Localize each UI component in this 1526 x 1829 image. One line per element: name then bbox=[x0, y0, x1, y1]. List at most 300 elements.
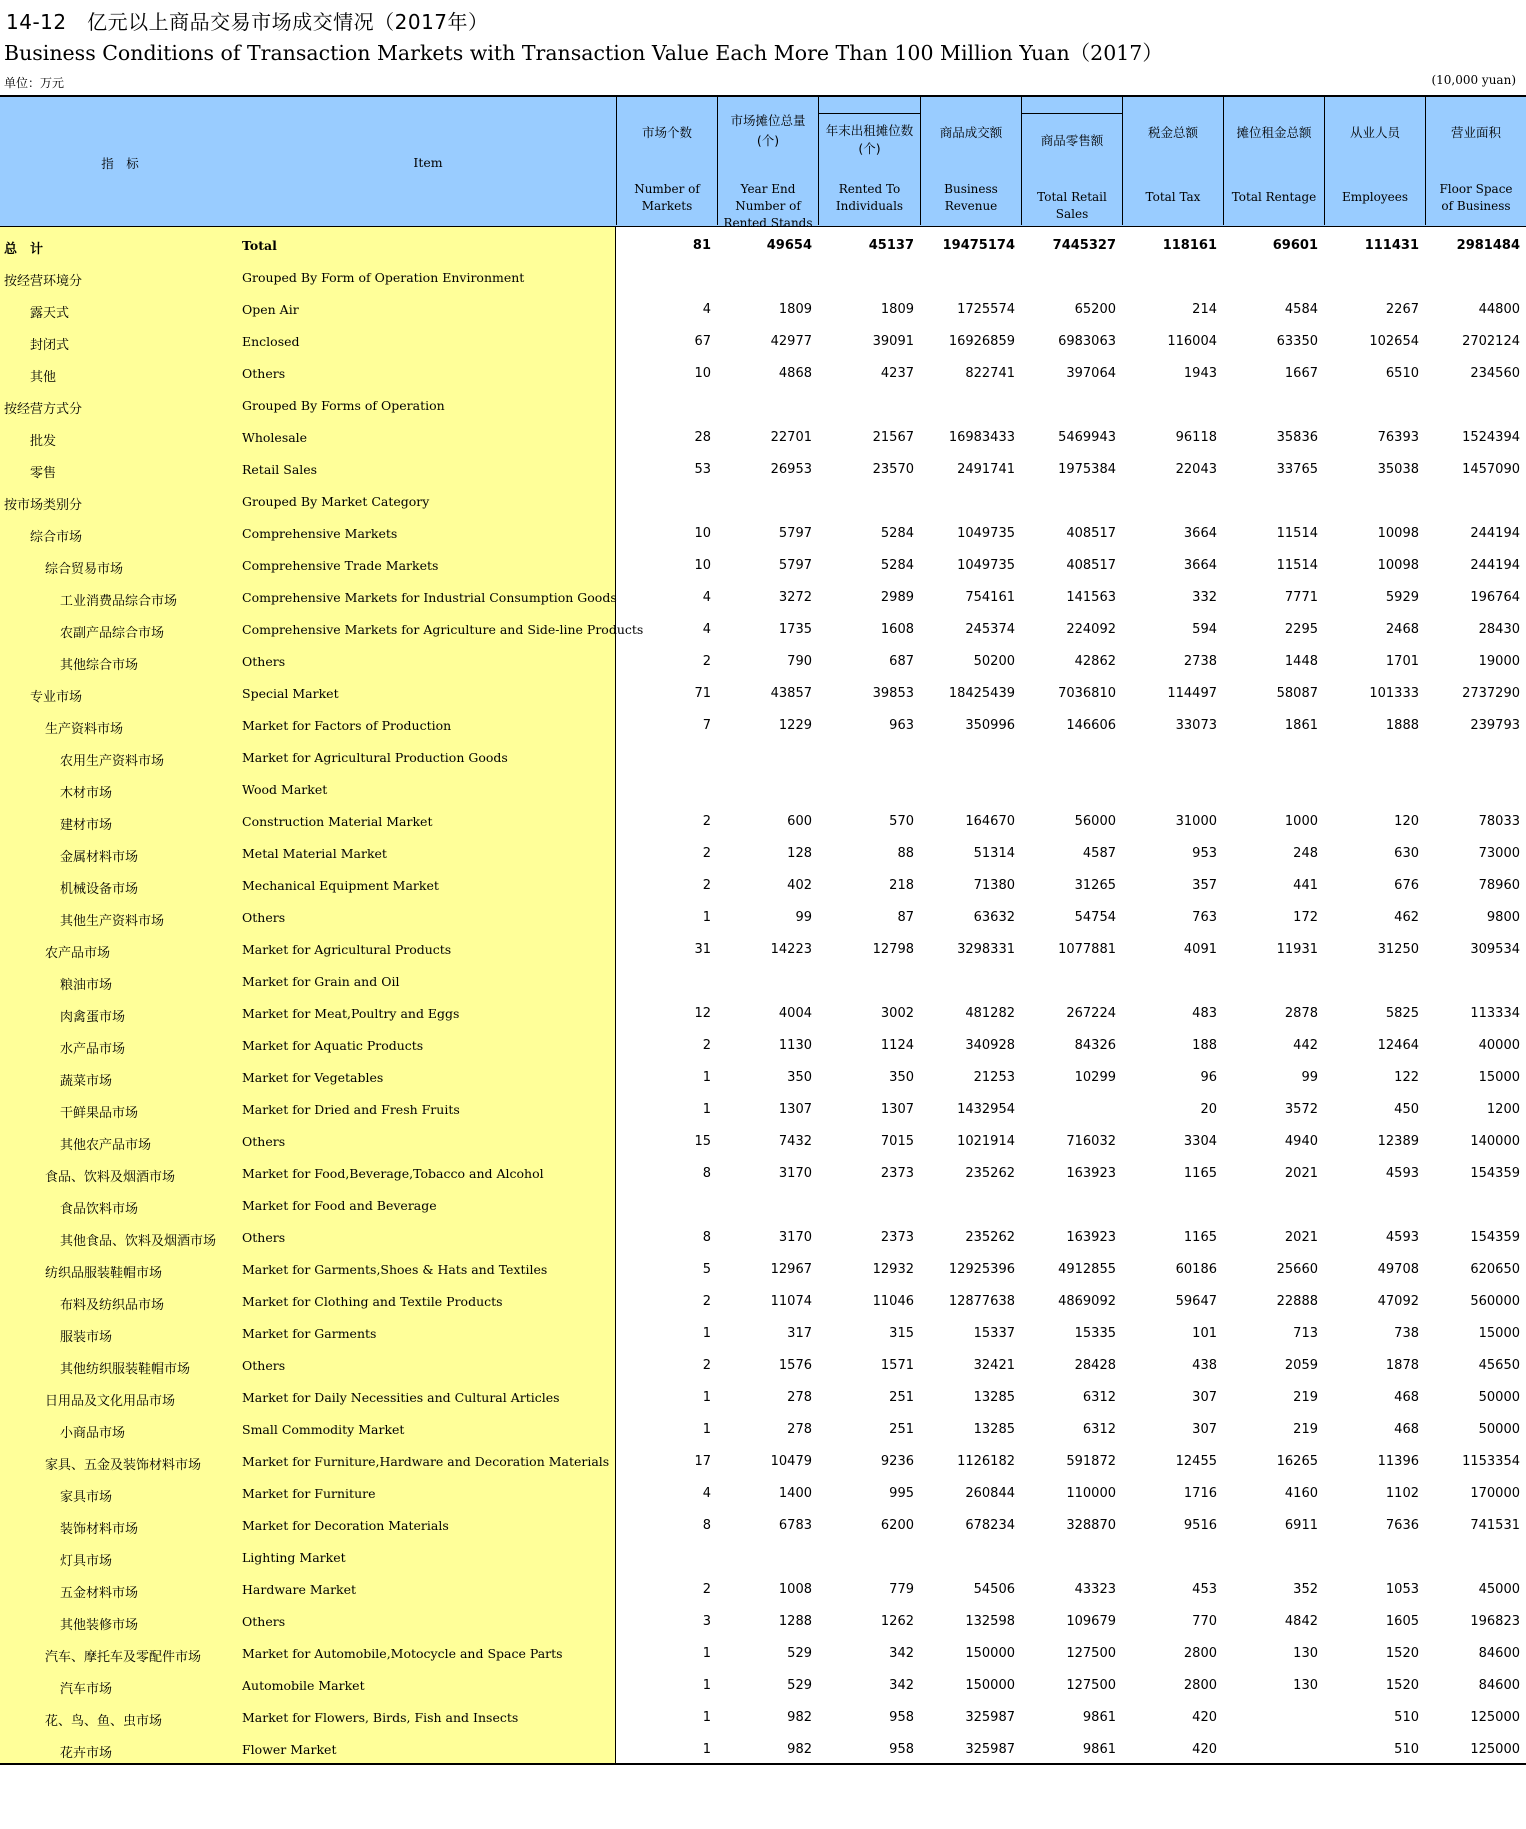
table-row bbox=[0, 1382, 1526, 1414]
row-label-cn: 其他农产品市场 bbox=[60, 1138, 152, 1153]
row-value: 4940 bbox=[1284, 1134, 1318, 1149]
header-tax-en: Total Tax bbox=[1145, 190, 1201, 204]
row-value: 125000 bbox=[1470, 1742, 1520, 1757]
row-label-en: Lighting Market bbox=[242, 1550, 346, 1565]
row-value: 2267 bbox=[1385, 302, 1419, 317]
row-value: 1608 bbox=[880, 622, 914, 637]
row-value: 19475174 bbox=[942, 238, 1015, 253]
row-value: 39853 bbox=[872, 686, 914, 701]
row-label-cn: 生产资料市场 bbox=[45, 722, 124, 737]
row-value: 350 bbox=[787, 1070, 812, 1085]
row-label-cn: 汽车市场 bbox=[60, 1682, 113, 1697]
row-value: 235262 bbox=[965, 1166, 1015, 1181]
row-value: 33765 bbox=[1276, 462, 1318, 477]
header-floor bbox=[1425, 97, 1526, 225]
row-value: 1165 bbox=[1183, 1230, 1217, 1245]
table-row bbox=[0, 358, 1526, 390]
row-value: 350 bbox=[889, 1070, 914, 1085]
row-value: 50000 bbox=[1478, 1422, 1520, 1437]
row-value: 770 bbox=[1192, 1614, 1217, 1629]
row-value: 8 bbox=[702, 1166, 711, 1181]
row-value: 2373 bbox=[880, 1230, 914, 1245]
table-row bbox=[0, 774, 1526, 806]
row-value: 21567 bbox=[872, 430, 914, 445]
row-value: 12 bbox=[694, 1006, 711, 1021]
row-value: 1049735 bbox=[957, 526, 1015, 541]
table-row bbox=[0, 1158, 1526, 1190]
row-label-en: Grouped By Forms of Operation bbox=[242, 398, 445, 413]
row-value: 12925396 bbox=[948, 1262, 1015, 1277]
row-value: 4587 bbox=[1082, 846, 1116, 861]
header-stands bbox=[717, 97, 818, 230]
row-value: 4593 bbox=[1385, 1166, 1419, 1181]
row-value: 76393 bbox=[1377, 430, 1419, 445]
row-value: 738 bbox=[1394, 1326, 1419, 1341]
row-label-en: Market for Food,Beverage,Tobacco and Alcohol bbox=[242, 1166, 544, 1181]
header-rule bbox=[1022, 113, 1122, 114]
row-value: 110000 bbox=[1066, 1486, 1116, 1501]
row-label-cn: 按市场类别分 bbox=[4, 498, 83, 513]
row-value: 10 bbox=[694, 526, 711, 541]
row-value: 1153354 bbox=[1462, 1454, 1520, 1469]
table-row bbox=[0, 1638, 1526, 1670]
row-value: 11514 bbox=[1276, 558, 1318, 573]
row-value: 6983063 bbox=[1058, 334, 1116, 349]
row-value: 402 bbox=[787, 878, 812, 893]
row-value: 9236 bbox=[880, 1454, 914, 1469]
row-value: 8 bbox=[702, 1230, 711, 1245]
row-value: 1102 bbox=[1385, 1486, 1419, 1501]
table-row bbox=[0, 230, 1526, 262]
row-value: 1 bbox=[702, 1646, 711, 1661]
row-value: 442 bbox=[1293, 1038, 1318, 1053]
table-row bbox=[0, 614, 1526, 646]
row-value: 4237 bbox=[880, 366, 914, 381]
row-value: 350996 bbox=[965, 718, 1015, 733]
table-row bbox=[0, 1446, 1526, 1478]
row-label-en: Market for Decoration Materials bbox=[242, 1518, 449, 1533]
table-row bbox=[0, 1286, 1526, 1318]
row-label-cn: 其他生产资料市场 bbox=[60, 914, 165, 929]
table-row bbox=[0, 934, 1526, 966]
row-value: 130 bbox=[1293, 1678, 1318, 1693]
row-label-cn: 肉禽蛋市场 bbox=[60, 1010, 126, 1025]
row-label-cn: 日用品及文化用品市场 bbox=[45, 1394, 176, 1409]
row-value: 63632 bbox=[973, 910, 1015, 925]
table-row bbox=[0, 1478, 1526, 1510]
row-value: 25660 bbox=[1276, 1262, 1318, 1277]
row-value: 328870 bbox=[1066, 1518, 1116, 1533]
row-value: 47092 bbox=[1377, 1294, 1419, 1309]
row-value: 1124 bbox=[880, 1038, 914, 1053]
row-value: 235262 bbox=[965, 1230, 1015, 1245]
row-label-en: Small Commodity Market bbox=[242, 1422, 405, 1437]
row-label-en: Wholesale bbox=[242, 430, 308, 445]
row-value: 397064 bbox=[1066, 366, 1116, 381]
row-value: 3170 bbox=[778, 1166, 812, 1181]
row-label-en: Market for Automobile,Motocycle and Space Parts bbox=[242, 1646, 563, 1661]
header-retail-cn: 商品零售额 bbox=[1040, 133, 1104, 148]
row-label-cn: 纺织品服装鞋帽市场 bbox=[45, 1266, 163, 1281]
row-label-cn: 综合市场 bbox=[30, 530, 83, 545]
row-value: 9861 bbox=[1082, 1710, 1116, 1725]
row-value: 127500 bbox=[1066, 1678, 1116, 1693]
row-value: 12967 bbox=[770, 1262, 812, 1277]
row-value: 2 bbox=[702, 1038, 711, 1053]
row-value: 26953 bbox=[770, 462, 812, 477]
row-value: 12455 bbox=[1175, 1454, 1217, 1469]
row-value: 1432954 bbox=[957, 1102, 1015, 1117]
row-value: 42977 bbox=[770, 334, 812, 349]
row-value: 779 bbox=[889, 1582, 914, 1597]
row-value: 307 bbox=[1192, 1390, 1217, 1405]
row-value: 111431 bbox=[1364, 238, 1419, 253]
unit-label-cn: 单位：万元 bbox=[4, 76, 65, 90]
row-label-en: Market for Meat,Poultry and Eggs bbox=[242, 1006, 460, 1021]
row-value: 325987 bbox=[965, 1710, 1015, 1725]
row-value: 15000 bbox=[1478, 1326, 1520, 1341]
row-value: 529 bbox=[787, 1678, 812, 1693]
row-label-en: Metal Material Market bbox=[242, 846, 387, 861]
row-value: 15000 bbox=[1478, 1070, 1520, 1085]
row-value: 172 bbox=[1293, 910, 1318, 925]
row-value: 591872 bbox=[1066, 1454, 1116, 1469]
row-label-cn: 花、鸟、鱼、虫市场 bbox=[45, 1714, 163, 1729]
row-value: 982 bbox=[787, 1742, 812, 1757]
row-label-en: Market for Dried and Fresh Fruits bbox=[242, 1102, 460, 1117]
row-value: 116004 bbox=[1167, 334, 1217, 349]
table-row bbox=[0, 1606, 1526, 1638]
row-value: 1200 bbox=[1486, 1102, 1520, 1117]
row-value: 35836 bbox=[1276, 430, 1318, 445]
header-rented-cn: 年末出租摊位数 bbox=[825, 123, 914, 138]
row-label-cn: 综合贸易市场 bbox=[45, 562, 124, 577]
row-value: 2 bbox=[702, 814, 711, 829]
row-label-en: Market for Daily Necessities and Cultural Articles bbox=[242, 1390, 560, 1405]
row-value: 7036810 bbox=[1058, 686, 1116, 701]
row-value: 9861 bbox=[1082, 1742, 1116, 1757]
row-value: 267224 bbox=[1066, 1006, 1116, 1021]
row-value: 1 bbox=[702, 1742, 711, 1757]
row-value: 1165 bbox=[1183, 1166, 1217, 1181]
row-value: 441 bbox=[1293, 878, 1318, 893]
row-value: 1 bbox=[702, 1390, 711, 1405]
row-value: 12877638 bbox=[948, 1294, 1015, 1309]
row-value: 73000 bbox=[1478, 846, 1520, 861]
row-value: 2981484 bbox=[1456, 238, 1520, 253]
unit-label-en: (10,000 yuan) bbox=[1431, 73, 1516, 87]
row-label-en: Automobile Market bbox=[242, 1678, 365, 1693]
row-value: 1975384 bbox=[1058, 462, 1116, 477]
row-value: 687 bbox=[889, 654, 914, 669]
row-value: 15 bbox=[694, 1134, 711, 1149]
table-row bbox=[0, 1254, 1526, 1286]
header-employees bbox=[1324, 97, 1425, 225]
row-value: 325987 bbox=[965, 1742, 1015, 1757]
row-value: 3572 bbox=[1284, 1102, 1318, 1117]
table-row bbox=[0, 1222, 1526, 1254]
row-label-en: Others bbox=[242, 1230, 286, 1245]
row-value: 481282 bbox=[965, 1006, 1015, 1021]
row-value: 78960 bbox=[1478, 878, 1520, 893]
row-value: 620650 bbox=[1470, 1262, 1520, 1277]
row-label-cn: 农副产品综合市场 bbox=[60, 626, 165, 641]
row-label-cn: 水产品市场 bbox=[60, 1042, 126, 1057]
row-value: 28428 bbox=[1074, 1358, 1116, 1373]
row-value: 315 bbox=[889, 1326, 914, 1341]
table-bottom-rule bbox=[0, 1763, 1526, 1765]
row-value: 1943 bbox=[1183, 366, 1217, 381]
table-row bbox=[0, 902, 1526, 934]
table-row bbox=[0, 1062, 1526, 1094]
row-value: 2 bbox=[702, 1358, 711, 1373]
table-row bbox=[0, 710, 1526, 742]
row-value: 31250 bbox=[1377, 942, 1419, 957]
row-value: 20 bbox=[1200, 1102, 1217, 1117]
table-row bbox=[0, 870, 1526, 902]
row-value: 963 bbox=[889, 718, 914, 733]
row-value: 4 bbox=[702, 590, 711, 605]
row-value: 71380 bbox=[973, 878, 1015, 893]
row-value: 22888 bbox=[1276, 1294, 1318, 1309]
row-value: 1716 bbox=[1183, 1486, 1217, 1501]
row-value: 65200 bbox=[1074, 302, 1116, 317]
row-value: 53 bbox=[694, 462, 711, 477]
row-value: 214 bbox=[1192, 302, 1217, 317]
table-row bbox=[0, 326, 1526, 358]
row-label-cn: 家具、五金及装饰材料市场 bbox=[45, 1458, 202, 1473]
row-value: 28 bbox=[694, 430, 711, 445]
row-value: 9516 bbox=[1183, 1518, 1217, 1533]
row-value: 31000 bbox=[1175, 814, 1217, 829]
row-value: 132598 bbox=[965, 1614, 1015, 1629]
row-label-cn: 粮油市场 bbox=[60, 978, 113, 993]
row-label-en: Grouped By Market Category bbox=[242, 494, 430, 509]
header-revenue-en: Business Revenue bbox=[944, 182, 998, 213]
row-value: 28430 bbox=[1478, 622, 1520, 637]
row-value: 1 bbox=[702, 1070, 711, 1085]
row-value: 18425439 bbox=[948, 686, 1015, 701]
row-value: 56000 bbox=[1074, 814, 1116, 829]
row-value: 5929 bbox=[1385, 590, 1419, 605]
row-label-cn: 按经营方式分 bbox=[4, 402, 83, 417]
row-value: 4004 bbox=[778, 1006, 812, 1021]
row-value: 2373 bbox=[880, 1166, 914, 1181]
row-value: 96118 bbox=[1175, 430, 1217, 445]
row-value: 10479 bbox=[770, 1454, 812, 1469]
row-value: 1008 bbox=[778, 1582, 812, 1597]
row-value: 120 bbox=[1394, 814, 1419, 829]
row-value: 71 bbox=[694, 686, 711, 701]
row-value: 995 bbox=[889, 1486, 914, 1501]
row-value: 754161 bbox=[965, 590, 1015, 605]
row-value: 1520 bbox=[1385, 1678, 1419, 1693]
row-label-cn: 五金材料市场 bbox=[60, 1586, 139, 1601]
row-value: 4 bbox=[702, 1486, 711, 1501]
header-retail bbox=[1021, 97, 1122, 225]
row-value: 154359 bbox=[1470, 1166, 1520, 1181]
row-value: 4160 bbox=[1284, 1486, 1318, 1501]
row-label-en: Others bbox=[242, 1614, 286, 1629]
row-label-en: Market for Agricultural Products bbox=[242, 942, 452, 957]
table-row bbox=[0, 742, 1526, 774]
row-value: 5797 bbox=[778, 526, 812, 541]
header-item-en: Item bbox=[413, 155, 443, 170]
table-row bbox=[0, 486, 1526, 518]
row-value: 1400 bbox=[778, 1486, 812, 1501]
row-value: 2 bbox=[702, 846, 711, 861]
row-label-cn: 木材市场 bbox=[60, 786, 113, 801]
row-value: 59647 bbox=[1175, 1294, 1217, 1309]
row-value: 570 bbox=[889, 814, 914, 829]
row-value: 6200 bbox=[880, 1518, 914, 1533]
header-floor-en: Floor Space of Business bbox=[1439, 182, 1513, 213]
row-value: 2295 bbox=[1284, 622, 1318, 637]
row-label-en: Special Market bbox=[242, 686, 339, 701]
row-label-en: Flower Market bbox=[242, 1742, 337, 1757]
row-label-cn: 露天式 bbox=[30, 306, 70, 321]
row-value: 1229 bbox=[778, 718, 812, 733]
table-row bbox=[0, 294, 1526, 326]
table-row bbox=[0, 1702, 1526, 1734]
table-row bbox=[0, 422, 1526, 454]
row-label-en: Market for Clothing and Textile Products bbox=[242, 1294, 503, 1309]
table-title-cn: 14-12 亿元以上商品交易市场成交情况（2017年） bbox=[6, 10, 489, 34]
table-row bbox=[0, 1094, 1526, 1126]
row-value: 146606 bbox=[1066, 718, 1116, 733]
row-value: 4869092 bbox=[1058, 1294, 1116, 1309]
row-label-cn: 专业市场 bbox=[30, 690, 83, 705]
row-value: 118161 bbox=[1162, 238, 1217, 253]
row-value: 1878 bbox=[1385, 1358, 1419, 1373]
row-value: 468 bbox=[1394, 1422, 1419, 1437]
row-value: 1 bbox=[702, 910, 711, 925]
row-value: 3272 bbox=[778, 590, 812, 605]
row-value: 1 bbox=[702, 1678, 711, 1693]
row-value: 16983433 bbox=[948, 430, 1015, 445]
row-value: 218 bbox=[889, 878, 914, 893]
row-value: 196823 bbox=[1470, 1614, 1520, 1629]
row-value: 88 bbox=[897, 846, 914, 861]
header-stands-cn: 市场摊位总量 bbox=[730, 113, 806, 128]
row-value: 6510 bbox=[1385, 366, 1419, 381]
row-label-en: Wood Market bbox=[242, 782, 328, 797]
row-value: 196764 bbox=[1470, 590, 1520, 605]
row-value: 342 bbox=[889, 1678, 914, 1693]
row-value: 1000 bbox=[1284, 814, 1318, 829]
row-label-cn: 蔬菜市场 bbox=[60, 1074, 113, 1089]
row-value: 1053 bbox=[1385, 1582, 1419, 1597]
row-value: 2 bbox=[702, 878, 711, 893]
row-value: 63350 bbox=[1276, 334, 1318, 349]
row-value: 3002 bbox=[880, 1006, 914, 1021]
table-row bbox=[0, 678, 1526, 710]
row-value: 1605 bbox=[1385, 1614, 1419, 1629]
row-value: 7 bbox=[702, 718, 711, 733]
row-value: 352 bbox=[1293, 1582, 1318, 1597]
row-value: 1701 bbox=[1385, 654, 1419, 669]
row-value: 11074 bbox=[770, 1294, 812, 1309]
row-value: 309534 bbox=[1470, 942, 1520, 957]
row-value: 3664 bbox=[1183, 558, 1217, 573]
row-value: 109679 bbox=[1066, 1614, 1116, 1629]
row-value: 11396 bbox=[1377, 1454, 1419, 1469]
row-value: 49708 bbox=[1377, 1262, 1419, 1277]
row-label-en: Hardware Market bbox=[242, 1582, 357, 1597]
header-markets-en: Number of Markets bbox=[634, 182, 700, 213]
row-value: 529 bbox=[787, 1646, 812, 1661]
row-label-en: Mechanical Equipment Market bbox=[242, 878, 439, 893]
row-label-en: Others bbox=[242, 366, 286, 381]
row-value: 31 bbox=[694, 942, 711, 957]
header-rentage bbox=[1223, 97, 1324, 225]
row-value: 560000 bbox=[1470, 1294, 1520, 1309]
row-value: 4584 bbox=[1284, 302, 1318, 317]
row-value: 6783 bbox=[778, 1518, 812, 1533]
row-value: 1077881 bbox=[1058, 942, 1116, 957]
row-value: 2800 bbox=[1183, 1646, 1217, 1661]
row-value: 4912855 bbox=[1058, 1262, 1116, 1277]
row-value: 251 bbox=[889, 1390, 914, 1405]
row-value: 4 bbox=[702, 622, 711, 637]
row-label-en: Total bbox=[242, 238, 277, 253]
row-value: 12464 bbox=[1377, 1038, 1419, 1053]
row-value: 43857 bbox=[770, 686, 812, 701]
row-label-cn: 零售 bbox=[30, 466, 57, 481]
table-row bbox=[0, 1030, 1526, 1062]
row-value: 1021914 bbox=[957, 1134, 1015, 1149]
row-value: 2989 bbox=[880, 590, 914, 605]
table-row bbox=[0, 1414, 1526, 1446]
row-value: 219 bbox=[1293, 1390, 1318, 1405]
row-label-en: Market for Agricultural Production Goods bbox=[242, 750, 508, 765]
row-value: 42862 bbox=[1074, 654, 1116, 669]
row-value: 239793 bbox=[1470, 718, 1520, 733]
row-value: 5469943 bbox=[1058, 430, 1116, 445]
row-value: 4091 bbox=[1183, 942, 1217, 957]
table-row bbox=[0, 1126, 1526, 1158]
header-rule bbox=[819, 113, 920, 114]
row-value: 1448 bbox=[1284, 654, 1318, 669]
header-tax bbox=[1122, 97, 1223, 225]
header-rented-unit: (个) bbox=[858, 141, 881, 156]
row-value: 7432 bbox=[778, 1134, 812, 1149]
header-employees-en: Employees bbox=[1341, 190, 1409, 204]
row-value: 2 bbox=[702, 1294, 711, 1309]
row-value: 1 bbox=[702, 1422, 711, 1437]
header-stands-en: Year End Number of Rented Stands bbox=[723, 182, 813, 230]
row-value: 678234 bbox=[965, 1518, 1015, 1533]
row-value: 1049735 bbox=[957, 558, 1015, 573]
row-value: 50200 bbox=[973, 654, 1015, 669]
row-value: 84326 bbox=[1074, 1038, 1116, 1053]
row-label-cn: 金属材料市场 bbox=[60, 850, 139, 865]
row-value: 438 bbox=[1192, 1358, 1217, 1373]
row-value: 1130 bbox=[778, 1038, 812, 1053]
row-label-en: Market for Furniture,Hardware and Decoration Materials bbox=[242, 1454, 610, 1469]
row-value: 1725574 bbox=[957, 302, 1015, 317]
row-value: 2 bbox=[702, 1582, 711, 1597]
row-label-en: Construction Material Market bbox=[242, 814, 433, 829]
row-value: 32421 bbox=[973, 1358, 1015, 1373]
row-value: 10098 bbox=[1377, 526, 1419, 541]
row-value: 1307 bbox=[778, 1102, 812, 1117]
row-value: 1667 bbox=[1284, 366, 1318, 381]
row-value: 1520 bbox=[1385, 1646, 1419, 1661]
row-value: 958 bbox=[889, 1742, 914, 1757]
row-value: 234560 bbox=[1470, 366, 1520, 381]
row-value: 163923 bbox=[1066, 1230, 1116, 1245]
